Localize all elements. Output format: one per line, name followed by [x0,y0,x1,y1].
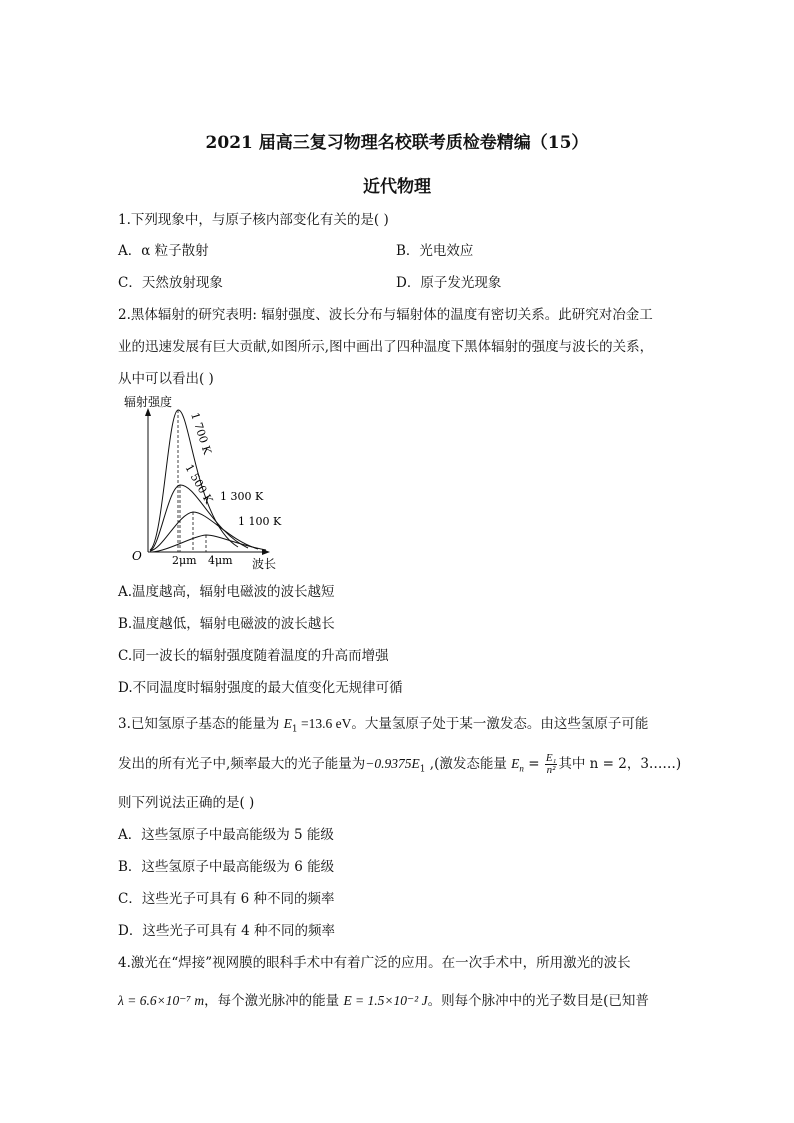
q3-line1-post: 。大量氢原子处于某一激发态。由这些氢原子可能 [351,716,649,732]
q3-line2-post: 其中 n = 2，3……) [558,756,682,772]
series-label-1700k: 1 700 K [188,410,214,457]
q3-option-b: B．这些氢原子中最高能级为 6 能级 [118,859,335,875]
q1-option-c: C．天然放射现象 [118,275,223,291]
q1-option-d: D．原子发光现象 [396,275,502,291]
q3-line1-pre: 3.已知氢原子基态的能量为 [118,716,284,732]
x-tick-4um: 4μm [208,554,233,567]
q2-stem-line2: 业的迅速发展有巨大贡献,如图所示,图中画出了四种温度下黑体辐射的强度与波长的关系， [118,339,654,355]
q3-line2-mid: ,(激发态能量 [425,756,512,772]
q3-fraction-numerator: E₁ [545,752,557,764]
q3-max-energy-sub: 1 [419,764,426,775]
q4-line2-post: 。则每个脉冲中的光子数目是(已知普 [427,993,649,1009]
q4-line2-mid: ，每个激光脉冲的能量 [204,993,344,1009]
blackbody-chart [118,392,298,572]
q4-stem-line2 [118,989,649,1009]
q3-e1-value: =13.6 eV [297,716,352,731]
chart-origin: O [132,549,142,563]
q3-option-d: D．这些光子可具有 4 种不同的频率 [118,923,335,939]
chart-xlabel: 波长 [252,557,277,571]
q2-option-c: C.同一波长的辐射强度随着温度的升高而增强 [118,648,389,664]
series-label-1100k: 1 100 K [238,515,282,528]
x-tick-2um: 2μm [172,554,197,567]
q3-en-sub: n [519,763,524,774]
q3-e1: E [283,716,292,731]
q4-stem-line1: 4.激光在“焊接”视网膜的眼科手术中有着广泛的应用。在一次手术中，所用激光的波长 [118,955,631,971]
q1-option-a: A．α 粒子散射 [118,243,209,259]
q3-max-energy: −0.9375E [365,756,420,771]
q3-stem-line2: 发出的所有光子中,频率最大的光子能量为$-0.9375E_1$ ,(激发态能量 $E_n$ = $\frac{\text{E₁}}{\text{n²}}$ 其中 n = 2，3……) [118,752,682,776]
q3-option-c: C．这些光子可具有 6 种不同的频率 [118,891,335,907]
y-axis-arrow [145,408,151,416]
q2-option-a: A.温度越高，辐射电磁波的波长越短 [118,584,335,600]
q2-option-d: D.不同温度时辐射强度的最大值变化无规律可循 [118,680,403,696]
q3-en: E [511,756,520,771]
q3-energy-fraction [545,753,558,776]
q4-pulse-energy: E = 1.5×10⁻² J [343,993,428,1008]
q3-option-a: A．这些氢原子中最高能级为 5 能级 [118,827,334,843]
q3-e1-sub: 1 [291,724,298,735]
exam-title: 2021 届高三复习物理名校联考质检卷精编（15） [205,133,589,153]
curve-1100k [152,535,266,552]
q2-stem-line3: 从中可以看出( ) [118,371,214,387]
chart-ylabel: 辐射强度 [124,395,173,409]
series-label-1300k: 1 300 K [220,490,264,503]
q3-stem-line1 [118,712,648,735]
q3-line2-pre: 发出的所有光子中,频率最大的光子能量为 [118,756,366,772]
exam-subtitle: 近代物理 [363,177,431,197]
series-label-1500k: 1 500 K [182,462,216,506]
q3-stem-line3: 则下列说法正确的是( ) [118,795,255,811]
q4-wavelength: λ = 6.6×10⁻⁷ m [118,993,205,1008]
q2-stem-line1: 2.黑体辐射的研究表明: 辐射强度、波长分布与辐射体的温度有密切关系。此研究对冶金工 [118,307,653,323]
q1-option-b: B．光电效应 [396,243,474,259]
q1-stem: 1.下列现象中，与原子核内部变化有关的是( ) [118,212,389,228]
q2-option-b: B.温度越低，辐射电磁波的波长越长 [118,616,335,632]
q3-fraction-denominator: n² [546,764,556,776]
